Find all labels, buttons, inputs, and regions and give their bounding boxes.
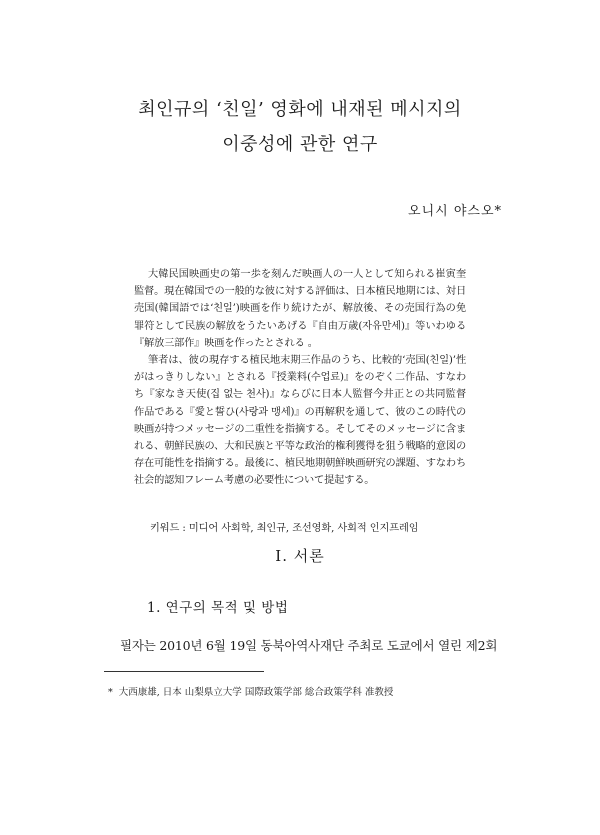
- abstract-paragraph-2: 筆者は、彼の現存する植民地末期三作品のうち、比較的‘売国(친일)’性がはっきりしない』とされる『授業料(수업료)』をのぞく二作品、すなわち『家なき天使(집 없는 천사)』ならびに日本人監督今井正との共同監督作品である『愛と誓ひ(사랑과 맹세)』の再解釈を通して、彼のこの時代の映画が持つメッセージの二重性を指摘する。そしてそのメッセージに含まれる、朝鮮民族の、大和民族と平等な政治的権利獲得を狙う戦略的意図の存在可能性を指摘する。最後に、植民地期朝鮮映画研究の課題、すなわち社会的認知フレーム考慮の必要性について提起する。: [134, 355, 466, 487]
- footnote-mark: *: [108, 687, 113, 698]
- abstract-paragraph-1: 大韓民国映画史の第一歩を刻んだ映画人の一人として知られる崔寅奎監督。現在韓国での一般的な彼に対する評価は、日本植民地期には、対日売国(韓国語では‘친일’)映画を作り続けたが、解放後、その売国行為の免罪符として民族の解放をうたいあげる『自由万歳(자유만세)』等いわゆる『解放三部作』映画を作ったとされる 。: [134, 269, 466, 349]
- author-name: 오니시 야스오*: [408, 204, 502, 219]
- section-heading: Ⅰ. 서론: [275, 547, 325, 565]
- subsection-heading: 1. 연구의 목적 및 방법: [147, 600, 289, 616]
- keywords: 키워드 : 미디어 사회학, 최인규, 조선영화, 사회적 인지프레임: [150, 523, 419, 534]
- body-text: 필자는 2010년 6월 19일 동북아역사재단 주최로 도쿄에서 열린 제2회: [120, 638, 498, 653]
- paper-title-line-1: 최인규의 ‘친일’ 영화에 내재된 메시지의: [138, 99, 462, 120]
- paper-title-line-2: 이중성에 관한 연구: [222, 134, 378, 155]
- footnote-divider: [104, 671, 264, 672]
- abstract: [134, 266, 466, 490]
- footnote-text: 大西康雄, 日本 山梨県立大学 国際政策学部 総合政策学科 准教授: [118, 687, 394, 698]
- footnote: [108, 684, 393, 698]
